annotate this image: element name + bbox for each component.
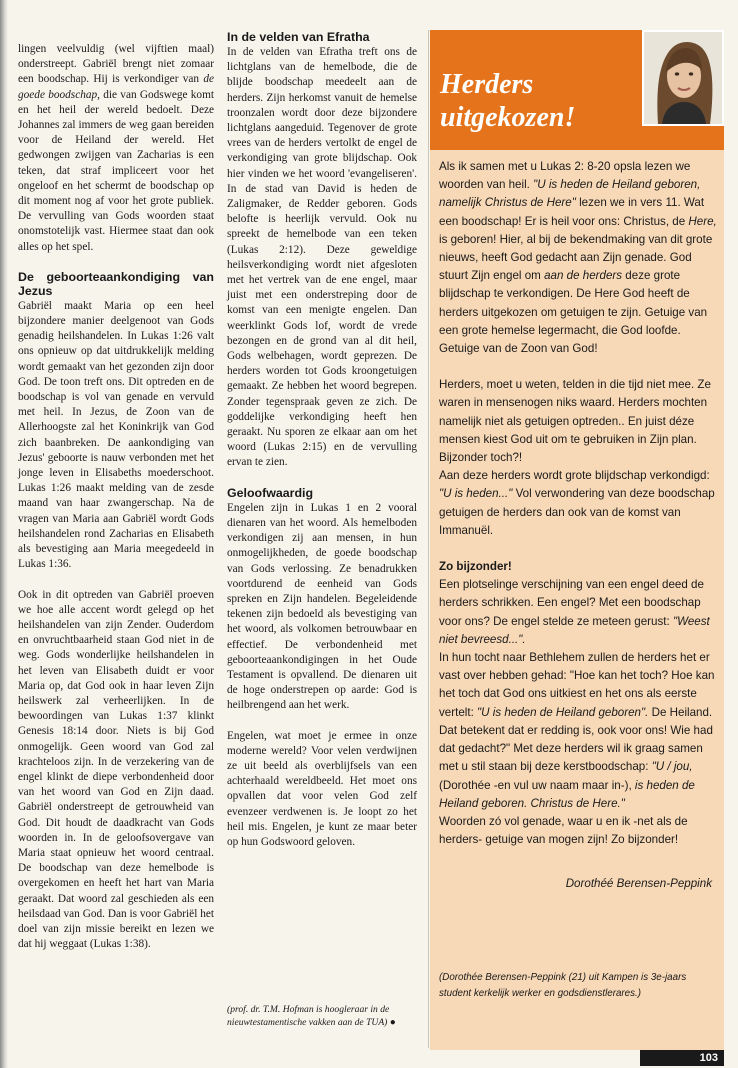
section-heading: In de velden van Efratha (227, 30, 370, 44)
paragraph: lingen veelvuldig (wel vijftien maal) onderstreept. Gabriël brengt niet zomaar een boodschap. Hij is verkondiger van de goede boodschap, die van Godswege komt en het heil der wereld bedoelt. Deze Johannes zal immers de weg gaan bereiden voor de Heiland der wereld. Het gedwongen zwijgen van Zacharias is een teken, dat straf impliceert voor het ongeloof en het schermt de boodschap op dit moment nog af voor het grote publiek. De vervulling van Gods woorden staat onomstotelijk vast. Hiermee staat dan ook alles op het spel. (18, 43, 214, 253)
portrait-image (644, 32, 722, 124)
sidebar-box (430, 30, 724, 1050)
author-footnote: (prof. dr. T.M. Hofman is hoogleraar in de nieuwtestamentische vakken aan de TUA) ● (227, 1004, 396, 1028)
paragraph: Engelen, wat moet je ermee in onze moderne wereld? Voor velen verdwijnen ze uit beeld als overblijfsels van een achterhaald wereldbeeld. Het moet ons opvallen dat voor velen God zelf evenzeer verdwenen is. Je loopt zo het heil mis. Engelen, je kunt ze maar beter op hun Godswoord geloven. (227, 729, 417, 848)
sidebar-subheading: Zo bijzonder! (439, 560, 512, 574)
paragraph: Een plotselinge verschijning van een engel deed de herders schrikken. Een engel? Met een boodschap voor ons? De engel stelde ze meteen gerust: "Weest niet bevreesd...". (439, 578, 710, 646)
page-binding-edge (0, 0, 8, 1068)
paragraph: In de velden van Efratha treft ons de lichtglans van de hemelbode, die de blijde boodschap meedeelt aan de herders. Zijn herkomst vanuit de hemelse troonzalen wordt door deze bijzondere lichtglans aangeduid. Tegenover de grote vrees van de herders vertolkt de engel de verkondiging van grote blijdschap. Ook hier vinden we het woord 'evangeliseren'. In de stad van David is heden de Zaligmaker, de Redder geboren. Gods belofte is heerlijk vervuld. Ook nu spreekt de hemelbode van een teken (Lukas 2:12). Deze geweldige heilsverkondiging wordt niet afgesloten met het vertrek van de ene engel, maar juist met een onderstreping door de komst van een menigte engelen. Dan weerklinkt Gods lof, wordt de vrede bezongen en de grond van al dit heil, Gods welbehagen, wordt geprezen. De herders worden tot Gods kroongetuigen gemaakt. Ze hebben het woord begrepen. Zonder tegenspraak geven ze zich. De goddelijke verkondiging heeft hen geraakt. Nu sporen ze elkaar aan om het woord (Lukas 2:15) en de vervulling ervan te zien. (227, 46, 417, 469)
column-divider (428, 30, 429, 1048)
paragraph: Gabriël maakt Maria op een heel bijzondere manier deelgenoot van Gods genadig heilshandelen. In Lukas 1:26 valt ons opnieuw op dat uitdrukkelijk melding wordt gemaakt van het gezonden zijn door God. De toon treft ons. Dit optreden en de boodschap is vol van genade en vervuld met heil. In Jezus, de Zoon van de Allerhoogste zal het Koninkrijk van God zich baanbreken. De aankondiging van Jezus' geboorte is nauw verbonden met het jonge leven in Elisabeths moederschoot. Lukas 1:26 maakt melding van de zesde maand van haar zwangerschap. Na de vragen van Maria aan Gabriël wordt Gods heilshandelen rond Zacharias en Elisabeth als bevestiging aan Maria meegedeeld in Lukas 1:36. (18, 299, 214, 571)
article-column-1 (18, 42, 214, 967)
paragraph: Als ik samen met u Lukas 2: 8-20 opsla lezen we woorden van heil. "U is heden de Heiland geboren, namelijk Christus de Here" lezen we in vers 11. Wat een boodschap! Er is heil voor ons: Christus, de Here, is geboren! Hier, al bij de bekendmaking van dit grote nieuws, heeft God gedacht aan Zijn genade. God stuurt Zijn engel om aan de herders deze grote blijdschap te verkondigen. De Here God heeft de herders uitgekozen om getuigen te zijn. Getuige van een grote hemelse legermacht, die God loofde. Getuige van de Zoon van God! (439, 160, 717, 356)
paragraph: Engelen zijn in Lukas 1 en 2 vooral dienaren van het woord. Als hemelboden verkondigen zij aan mensen, in hun onmogelijkheden, de goede boodschap van Gods verlossing. Ze benadrukken voortdurend de eenheid van Gods spreken en Zijn handelen. Begeleidende tekenen zijn bedoeld als bevestiging van het woord, als volkomen betrouwbaar en effectief. De verbondenheid met geboorteaankondigingen in het Oude Testament is opvallend. De dienaren uit de hoge onderstrepen op aarde: God is heilbrengend aan het werk. (227, 501, 417, 712)
paragraph: Herders, moet u weten, telden in die tijd niet mee. Ze waren in mensenogen niks waard. Herders mochten namelijk niet als getuigen optreden.. En juist déze mensen kiest God uit om te gebruiken in Zijn plan. Bijzonder toch?! (439, 378, 711, 465)
article-column-2 (227, 30, 417, 865)
paragraph: Woorden zó vol genade, waar u en ik -net als de herders- getuige van mogen zijn! Zo bijzonder! (439, 814, 688, 847)
sidebar-title: Herders uitgekozen! (440, 69, 576, 133)
end-bullet-icon: ● (389, 1017, 396, 1028)
sidebar-body (439, 158, 717, 849)
section-heading: De geboorteaankondiging van Jezus (18, 269, 214, 298)
section-heading: Geloofwaardig (227, 485, 314, 500)
page-number: 103 (640, 1050, 724, 1066)
paragraph: Ook in dit optreden van Gabriël proeven we hoe alle accent wordt gelegd op het heilshandelen van zijn Zender. Ouderdom en onvruchtbaarheid staan God niet in de weg. Gods wonderlijke heilshandelen in het leven van Elisabeth duidt er voor Maria op, dat God ook in haar leven Zijn heilswerk zal verheerlijken. In de bewoordingen van Lukas 1:37 klinkt Genesis 18:14 door. Niets is bij God onmogelijk. Geen woord van God zal krachteloos zijn. In de verzekering van de engel klinkt de diepe verbondenheid door van het woord van God en Zijn daad. Gabriël onderstreept de getrouwheid van God. Dit houdt de daadkracht van Gods woorden in. In de geloofsovergave van Maria staat opnieuw het woord centraal. De boodschap van deze hemelbode is overgekomen en heeft het hart van Maria geraakt. Dat woord zal geschieden als een heilsdaad van God. Dan is voor Gabriël het doel van zijn missie bereikt en lezen we dat hij weggaat (Lukas 1:38). (18, 588, 214, 951)
paragraph: In hun tocht naar Bethlehem zullen de herders het er vast over hebben gehad: "Hoe kan het toch? Hoe kan het toch dat God ons uitkiest en het ons als eerste vertelt: "U is heden de Heiland geboren". De Heiland. Dat betekent dat er redding is, ook voor ons! Wie had dat gedacht?" Met deze herders wil ik graag samen met u stil staan bij deze kerstboodschap: "U / jou, (Dorothée -en vul uw naam maar in-), is heden de Heiland geboren. Christus de Here." (439, 651, 715, 810)
paragraph: Aan deze herders wordt grote blijdschap verkondigd: "U is heden..." Vol verwondering van deze boodschap getuigen de herders dan ook van de komst van Immanuël. (439, 469, 715, 537)
sidebar-signature: Dorothéé Berensen-Peppink (565, 877, 712, 890)
author-portrait (642, 30, 724, 126)
sidebar-bio: (Dorothée Berensen-Peppink (21) uit Kampen is 3e-jaars student kerkelijk werker en godsdienstlerares.) (439, 972, 687, 999)
sidebar-header (430, 30, 724, 150)
